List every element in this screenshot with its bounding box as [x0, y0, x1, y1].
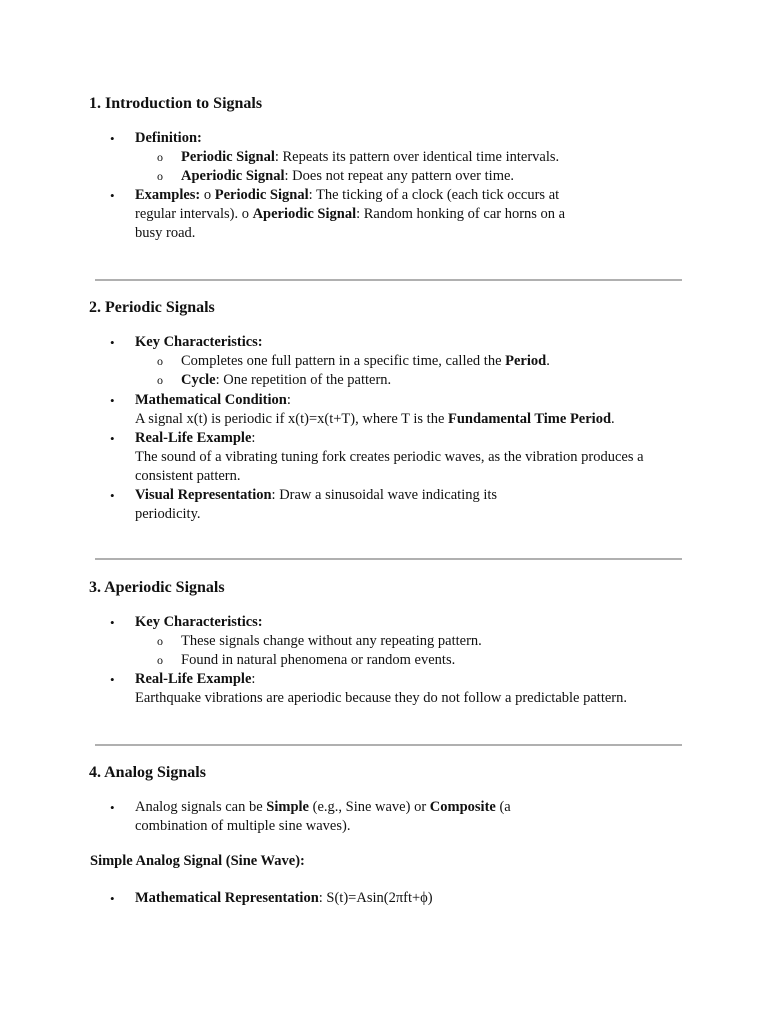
bullet-aperiodic-char-1: o	[157, 634, 163, 648]
aperiodic-real-life-label: Real-Life Example	[135, 671, 252, 687]
math-condition-item	[135, 391, 291, 410]
section-divider-3	[95, 744, 682, 746]
bullet-aperiodic-key: •	[110, 615, 115, 630]
key-characteristics-label: Key Characteristics:	[135, 334, 263, 350]
bullet-aperiodic-def: o	[157, 169, 163, 183]
aperiodic-characteristic-1: These signals change without any repeating pattern.	[181, 633, 482, 649]
real-life-colon: :	[251, 430, 256, 446]
key-characteristics-item	[135, 333, 263, 352]
cycle-term: Cycle	[181, 372, 216, 388]
aperiodic-real-life-colon: :	[251, 671, 256, 687]
math-condition-text	[135, 410, 615, 429]
analog-intro-middle: (e.g., Sine wave) or	[308, 799, 430, 815]
math-condition-body: A signal x(t) is periodic if x(t)=x(t+T), where T is the	[135, 411, 449, 427]
examples-label: Examples:	[135, 187, 201, 203]
analog-intro-line-2: combination of multiple sine waves).	[135, 818, 351, 834]
simple-analog-subheading: Simple Analog Signal (Sine Wave):	[90, 853, 305, 869]
real-life-text-line-1: The sound of a vibrating tuning fork creates periodic waves, as the vibration produces a	[135, 449, 644, 465]
analog-intro-end: (a	[495, 799, 511, 815]
section-4-heading: 4. Analog Signals	[89, 764, 206, 781]
periodic-label: Periodic Signal	[181, 149, 275, 165]
bullet-definition: •	[110, 131, 115, 146]
aperiodic-def-text: : Does not repeat any pattern over time.	[284, 168, 515, 184]
aperiodic-real-life-text: Earthquake vibrations are aperiodic because they do not follow a predictable pattern.	[135, 690, 627, 706]
definition-label: Definition:	[135, 130, 202, 146]
char1-text: Completes one full pattern in a specific time, called the	[181, 353, 506, 369]
analog-intro-start: Analog signals can be	[135, 799, 267, 815]
definition-item	[135, 129, 202, 148]
periodic-definition	[181, 148, 559, 167]
fundamental-period-term: Fundamental Time Period	[448, 411, 612, 427]
aperiodic-key-label: Key Characteristics:	[135, 614, 263, 630]
examples-aperiodic-label: Aperiodic Signal	[252, 206, 357, 222]
bullet-analog-intro: •	[110, 800, 115, 815]
examples-line2-start: regular intervals). o	[135, 206, 253, 222]
aperiodic-key-item	[135, 613, 263, 632]
bullet-char-1: o	[157, 354, 163, 368]
section-2-heading: 2. Periodic Signals	[89, 299, 215, 316]
bullet-aperiodic-char-2: o	[157, 653, 163, 667]
math-condition-label: Mathematical Condition	[135, 392, 287, 408]
math-condition-end: .	[611, 411, 615, 427]
examples-line-3: busy road.	[135, 225, 196, 241]
math-representation-label: Mathematical Representation	[135, 890, 319, 906]
simple-term: Simple	[266, 799, 309, 815]
visual-representation-line-2: periodicity.	[135, 506, 201, 522]
section-divider-2	[95, 558, 682, 560]
bullet-math-representation: •	[110, 891, 115, 906]
aperiodic-real-life-item	[135, 670, 255, 689]
math-representation-item	[135, 889, 433, 908]
section-3-heading: 3. Aperiodic Signals	[89, 579, 225, 596]
period-term: Period	[505, 353, 547, 369]
char1-end: .	[546, 353, 550, 369]
bullet-real-life-1: •	[110, 431, 115, 446]
examples-line2-end: : Random honking of car horns on a	[356, 206, 566, 222]
math-representation-formula: : S(t)=Asin(2πft+ϕ)	[318, 890, 433, 906]
aperiodic-characteristic-2: Found in natural phenomena or random events.	[181, 652, 456, 668]
bullet-char-2: o	[157, 373, 163, 387]
section-1-heading: 1. Introduction to Signals	[89, 95, 263, 112]
examples-periodic-text: : The ticking of a clock (each tick occurs at	[308, 187, 560, 203]
periodic-characteristic-2	[181, 371, 391, 390]
bullet-key-characteristics: •	[110, 335, 115, 350]
visual-representation-label: Visual Representation	[135, 487, 272, 503]
real-life-text-line-2: consistent pattern.	[135, 468, 241, 484]
char2-text: : One repetition of the pattern.	[215, 372, 392, 388]
visual-representation-item	[135, 486, 497, 505]
examples-periodic-label: Periodic Signal	[214, 187, 309, 203]
examples-line-2	[135, 205, 565, 224]
bullet-examples: •	[110, 188, 115, 203]
bullet-real-life-2: •	[110, 672, 115, 687]
real-life-label: Real-Life Example	[135, 430, 252, 446]
periodic-characteristic-1	[181, 352, 550, 371]
section-divider-1	[95, 279, 682, 281]
examples-line-1	[135, 186, 559, 205]
aperiodic-label: Aperiodic Signal	[181, 168, 285, 184]
analog-intro-line-1	[135, 798, 511, 817]
math-condition-colon: :	[286, 392, 291, 408]
aperiodic-definition	[181, 167, 514, 186]
visual-representation-text: : Draw a sinusoidal wave indicating its	[271, 487, 498, 503]
periodic-def-text: : Repeats its pattern over identical time intervals.	[274, 149, 560, 165]
bullet-visual: •	[110, 488, 115, 503]
bullet-periodic-def: o	[157, 150, 163, 164]
real-life-example-item	[135, 429, 255, 448]
bullet-math-condition: •	[110, 393, 115, 408]
examples-marker: o	[200, 187, 215, 203]
composite-term: Composite	[429, 799, 496, 815]
